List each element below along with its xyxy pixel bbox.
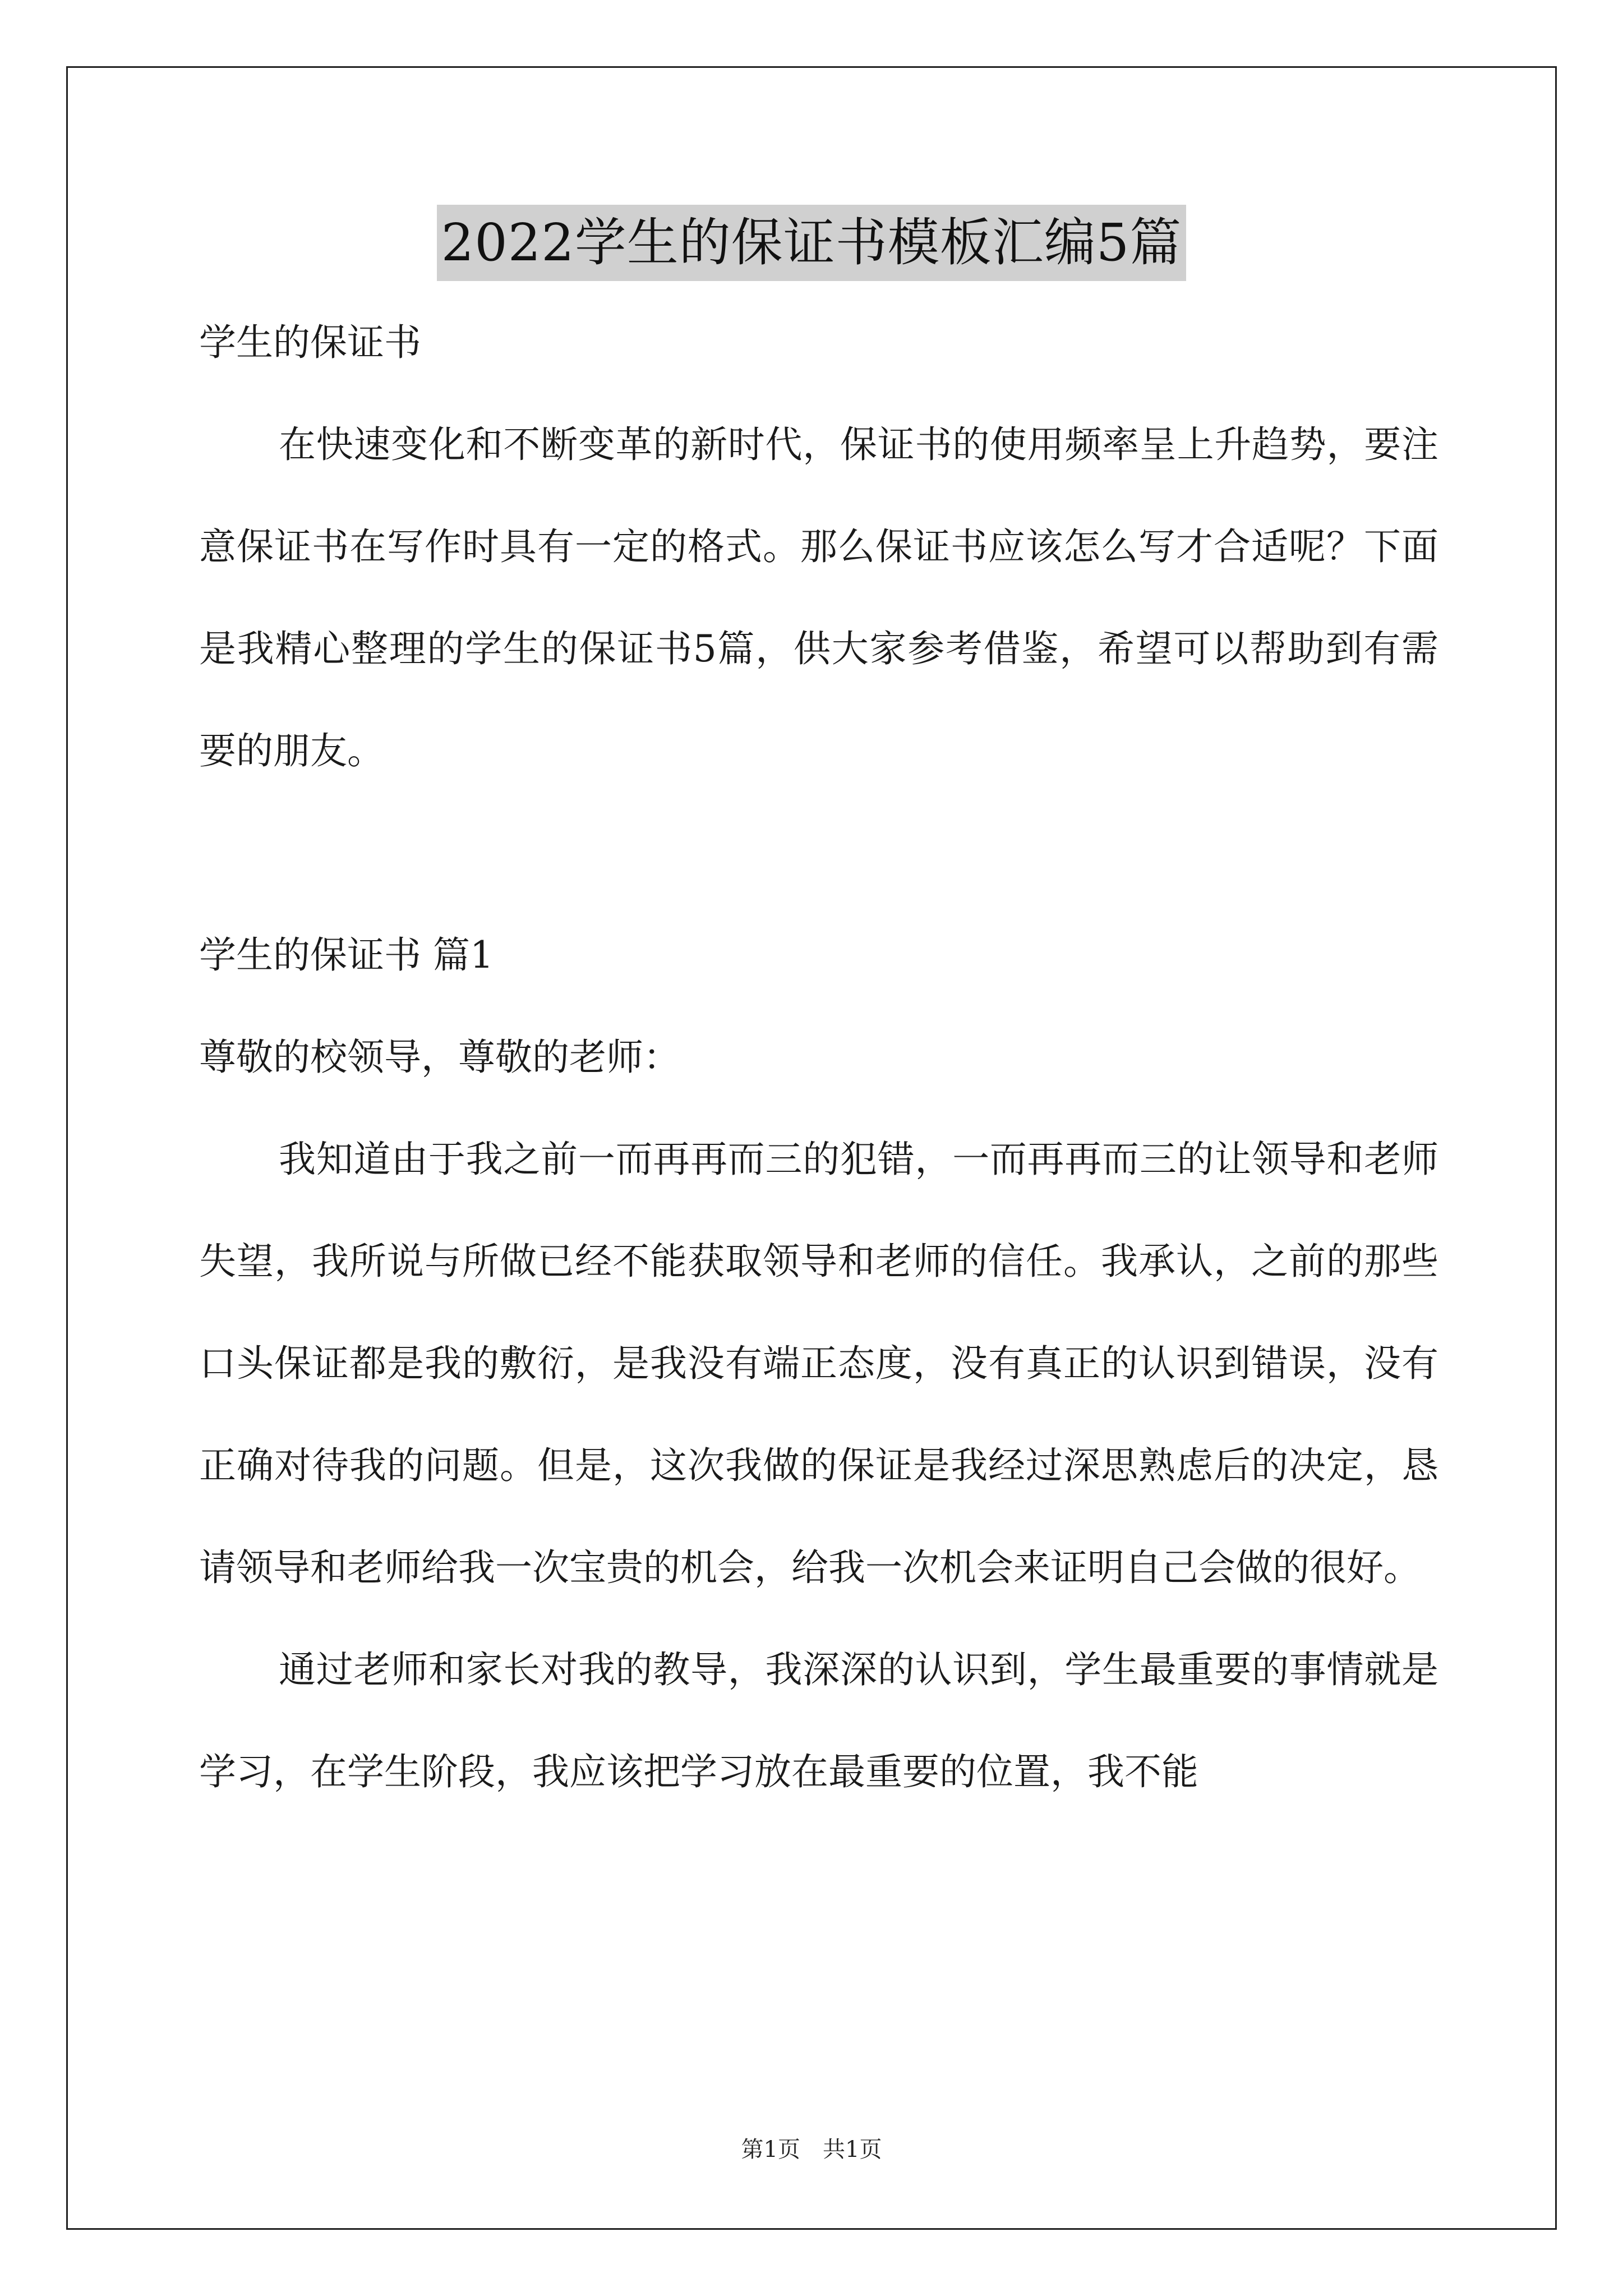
spacer (199, 802, 1438, 904)
page-footer: 第1页 共1页 (741, 2137, 882, 2162)
salutation: 尊敬的校领导，尊敬的老师： (199, 1036, 680, 1079)
intro-paragraph: 在快速变化和不断变革的新时代，保证书的使用频率呈上升趋势，要注意保证书在写作时具有一定的格式。那么保证书应该怎么写才合适呢？下面是我精心整理的学生的保证书5篇，供大家参考借鉴，希望可以帮助到有需要的朋友。 (199, 423, 1438, 772)
section-heading: 学生的保证书 (199, 321, 421, 364)
document-body (199, 292, 1438, 1823)
body-paragraph-1: 我知道由于我之前一而再再而三的犯错，一而再再而三的让领导和老师失望，我所说与所做已经不能获取领导和老师的信任。我承认，之前的那些口头保证都是我的敷衍，是我没有端正态度，没有真正的认识到错误，没有正确对待我的问题。但是，这次我做的保证是我经过深思熟虑后的决定，恳请领导和老师给我一次宝贵的机会，给我一次机会来证明自己会做的很好。 (199, 1138, 1438, 1589)
article-heading: 学生的保证书 篇1 (199, 933, 494, 977)
title-container (0, 205, 1623, 281)
document-title: 2022学生的保证书模板汇编5篇 (437, 205, 1187, 281)
body-paragraph-2: 通过老师和家长对我的教导，我深深的认识到，学生最重要的事情就是学习，在学生阶段，我应该把学习放在最重要的位置，我不能 (199, 1648, 1438, 1793)
